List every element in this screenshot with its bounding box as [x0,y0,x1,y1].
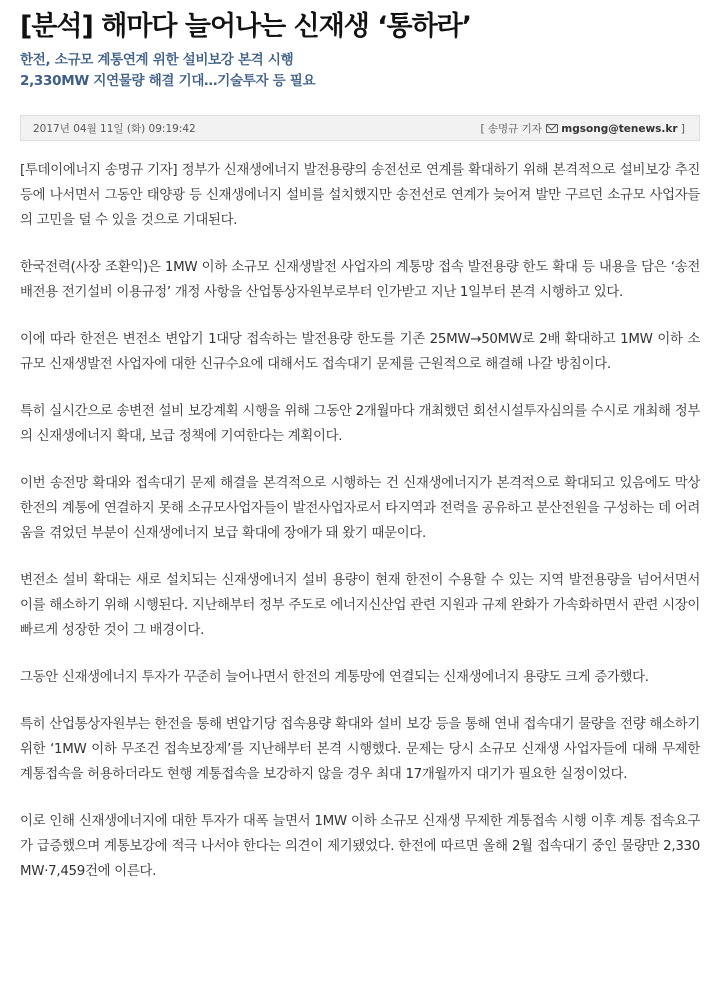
reporter-name: [ 송명규 기자 [480,123,542,135]
paragraph-7: 그동안 신재생에너지 투자가 꾸준히 늘어나면서 한전의 계통망에 연결되는 신재생에너지 용량도 크게 증가했다. [20,670,649,685]
subheadlines [20,50,710,92]
paragraph-3: 이에 따라 한전은 변전소 변압기 1대당 접속하는 발전용량 한도를 기존 25MW→50MW로 2배 확대하고 1MW 이하 소규모 신재생발전 사업자에 대한 신규수요에 대해서도 접속대기 문제를 근원적으로 해결해 나갈 방침이다. [20,332,700,372]
paragraph-5: 이번 송전망 확대와 접속대기 문제 해결을 본격적으로 시행하는 건 신재생에너지가 본격적으로 확대되고 있음에도 막상 한전의 계통에 연결하지 못해 소규모사업자들이 발전사업자로서 타지역과 전력을 공유하고 분산전원을 구성하는 데 어려움을 겪었던 부분이 신재생에너지 보급 확대에 장애가 돼 왔기 때문이다. [20,476,700,541]
article-body [20,158,700,906]
paragraph-9: 이로 인해 신재생에너지에 대한 투자가 대폭 늘면서 1MW 이하 소규모 신재생 무제한 계통접속 시행 이후 계통 접속요구가 급증했으며 계통보강에 적극 나서야 한다는 의견이 제기됐었다. 한전에 따르면 올해 2월 접속대기 중인 물량만 2,330MW·7,459건에 이른다. [20,814,700,879]
mail-icon[interactable] [546,124,558,133]
article-meta-bar [20,115,700,141]
publish-date: 2017년 04월 11일 (화) 09:19:42 [33,123,196,135]
reporter-email-link[interactable]: mgsong@tenews.kr [561,123,678,135]
paragraph-6: 변전소 설비 확대는 새로 설치되는 신재생에너지 설비 용량이 현재 한전이 수용할 수 있는 지역 발전용량을 넘어서면서 이를 해소하기 위해 시행된다. 지난해부터 정부 주도로 에너지신산업 관련 지원과 규제 완화가 가속화하면서 관련 시장이 빠르게 성장한 것이 그 배경이다. [20,573,700,638]
subheadline-2: 2,330MW 지연물량 해결 기대…기술투자 등 필요 [20,73,316,89]
subheadline-1: 한전, 소규모 계통연계 위한 설비보강 본격 시행 [20,52,294,68]
paragraph-2: 한국전력(사장 조환익)은 1MW 이하 소규모 신재생발전 사업자의 계통망 접속 발전용량 한도 확대 등 내용을 담은 ‘송전배전용 전기설비 이용규정’ 개정 사항을 산업통상자원부로부터 인가받고 지난 1일부터 본격 시행하고 있다. [20,260,700,300]
article-headline: [분석] 해마다 늘어나는 신재생 ‘통하라’ [20,11,472,42]
paragraph-1: [투데이에너지 송명규 기자] 정부가 신재생에너지 발전용량의 송전선로 연계를 확대하기 위해 본격적으로 설비보강 추진 등에 나서면서 그동안 태양광 등 신재생에너지 설비를 설치했지만 송전선로 연계가 늦어져 발만 구르던 소규모 사업자들의 고민을 덜 수 있을 것으로 기대된다. [20,163,700,228]
paragraph-4: 특히 실시간으로 송변전 설비 보강계획 시행을 위해 그동안 2개월마다 개최했던 회선시설투자심의를 수시로 개최해 정부의 신재생에너지 확대, 보급 정책에 기여한다는 계획이다. [20,404,700,444]
byline [480,121,685,136]
byline-bracket: ] [680,123,685,135]
paragraph-8: 특히 산업통상자원부는 한전을 통해 변압기당 접속용량 확대와 설비 보강 등을 통해 연내 접속대기 물량을 전량 해소하기 위한 ‘1MW 이하 무조건 접속보장제’를 지난해부터 본격 시행했다. 문제는 당시 소규모 신재생 사업자들에 대해 무제한 계통접속을 허용하더라도 현행 계통접속을 보강하지 않을 경우 최대 17개월까지 대기가 필요한 실정이었다. [20,717,700,782]
